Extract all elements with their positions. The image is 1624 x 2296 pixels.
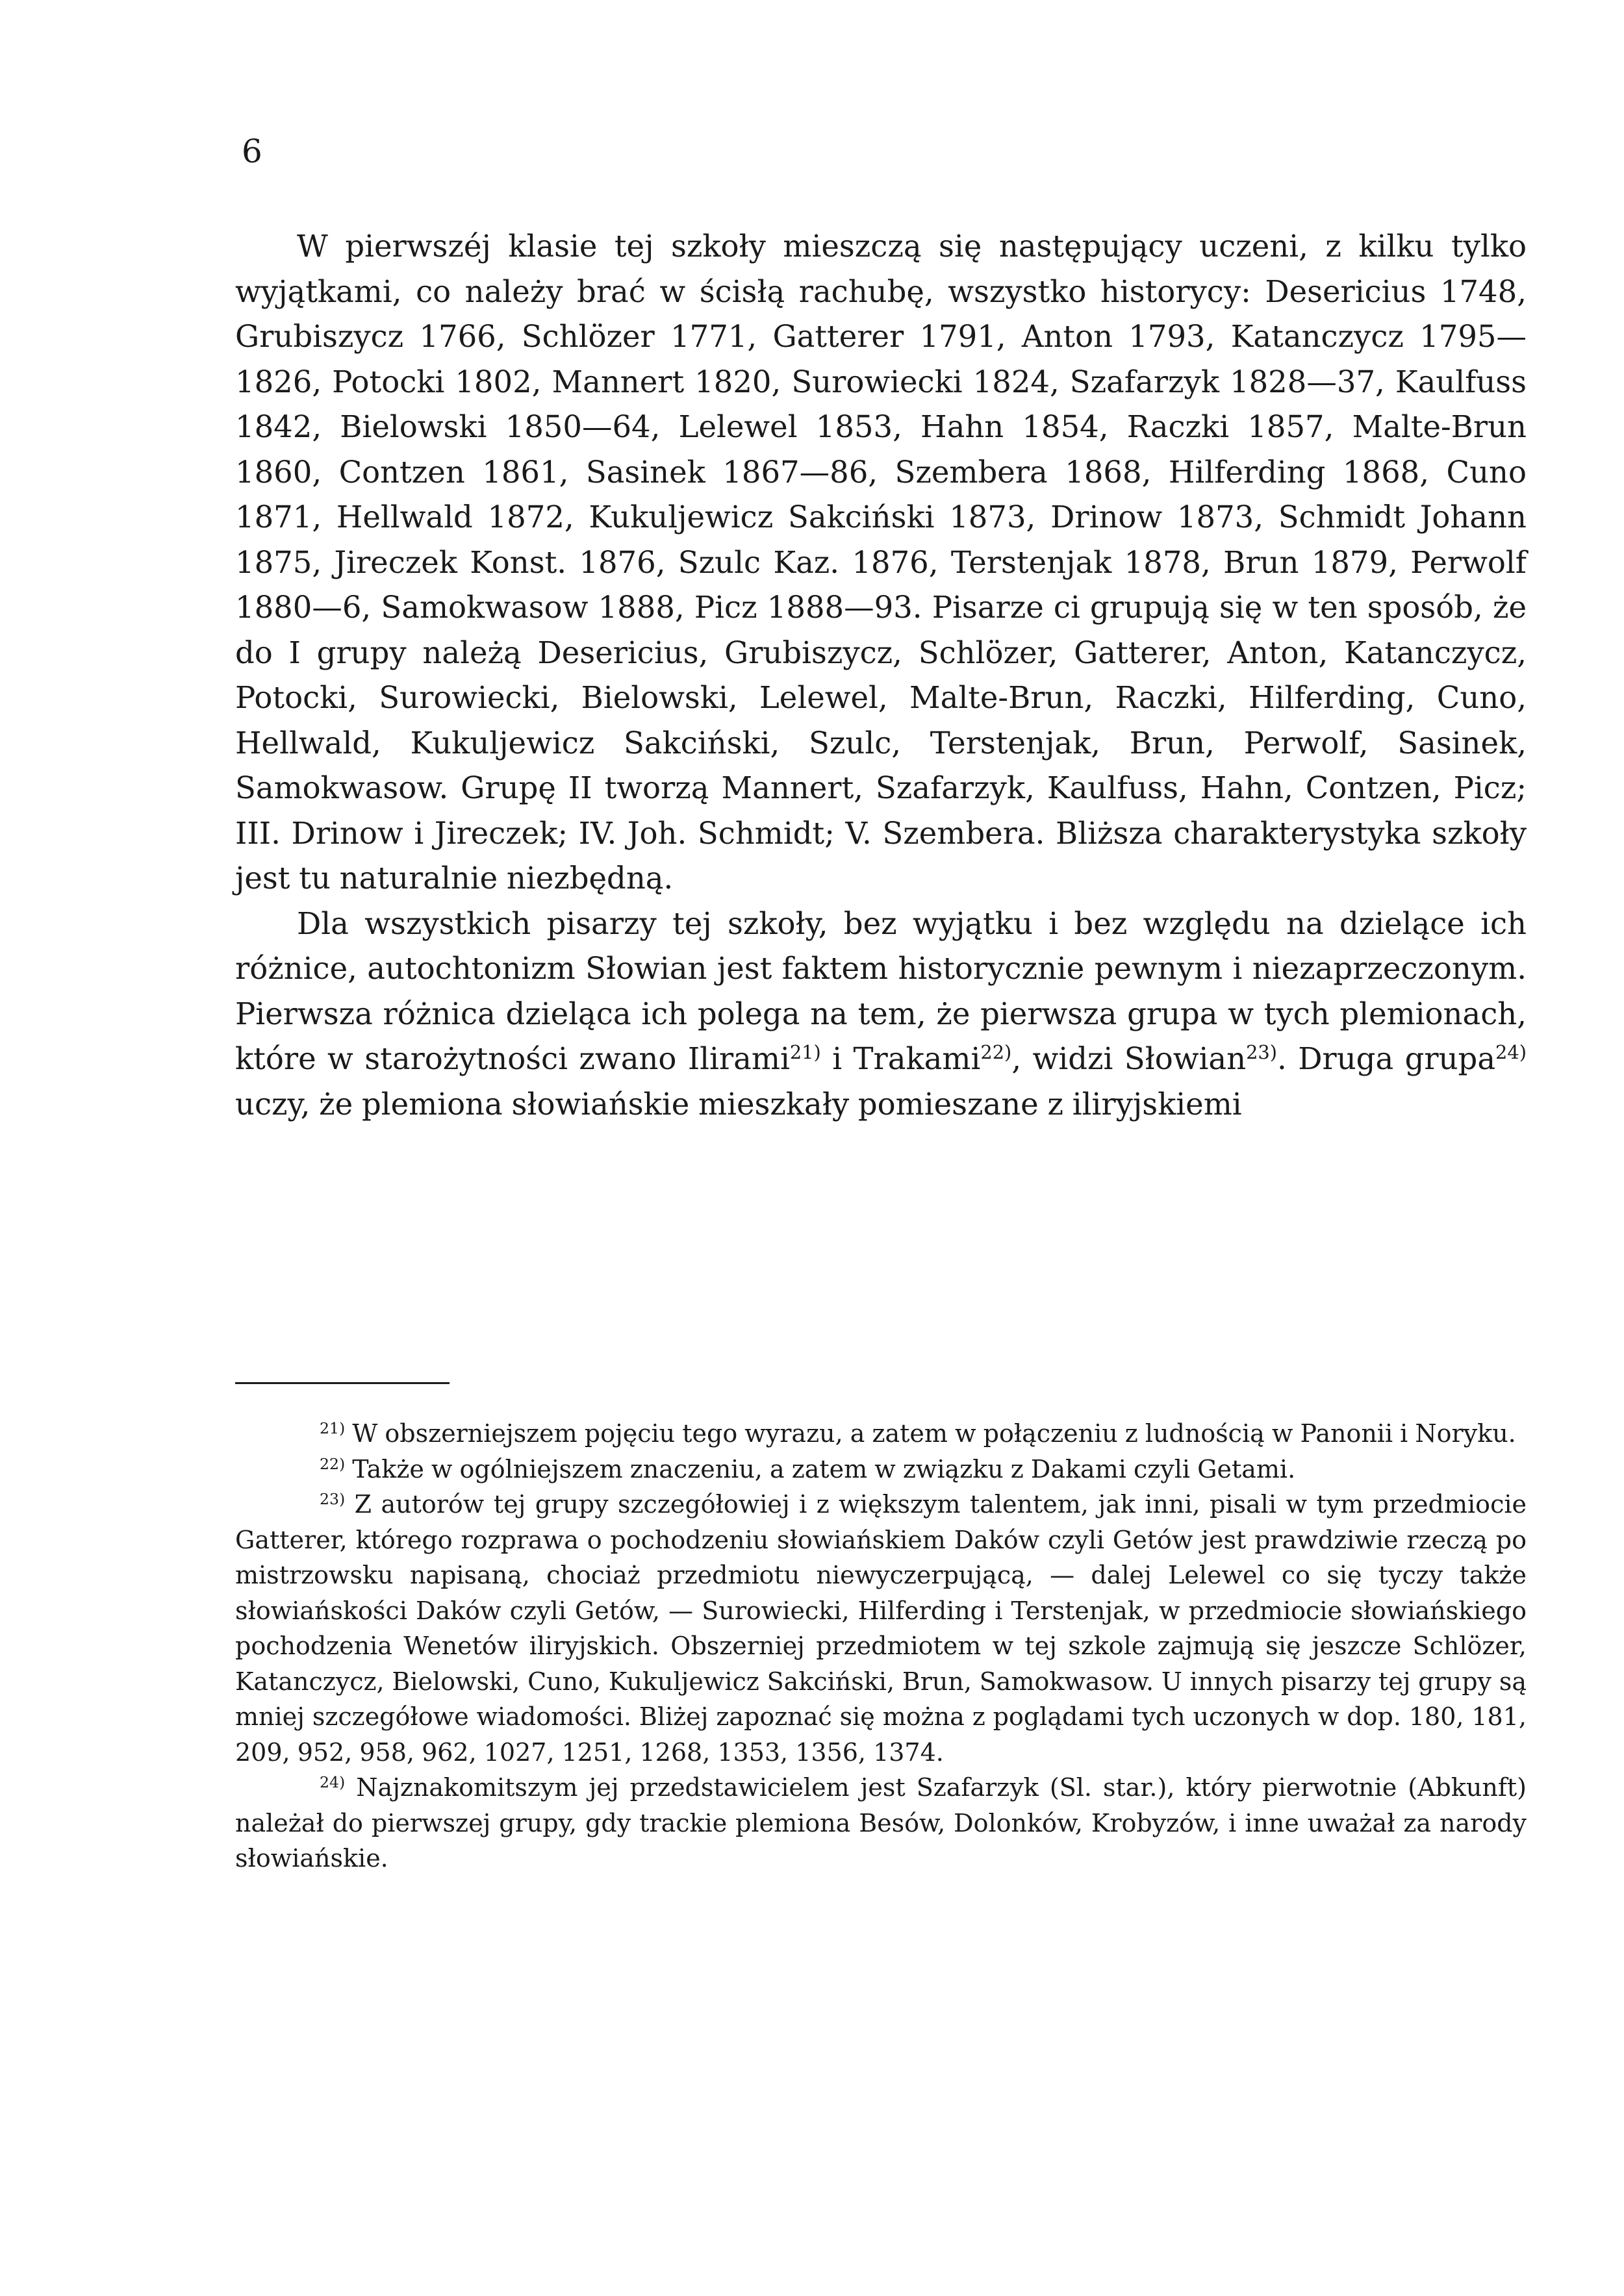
- footnote-mark: 24): [320, 1773, 346, 1792]
- footnote-reference[interactable]: 23): [1246, 1041, 1277, 1064]
- footnote-reference[interactable]: 24): [1495, 1041, 1527, 1064]
- paragraph-text: Dla wszystkich pisarzy tej szkoły, bez wyjątku i bez względu na dzielące ich różnice, autochtonizm Słowian jest faktem historycznie pewnym i niezaprzeczonym. Pierwsza różnica dzieląca ich polega na tem, że pierwsza grupa w tych plemionach, które w starożytności zwano Ilirami: [235, 905, 1527, 1076]
- body-text: [235, 224, 1527, 1127]
- footnote-mark: 22): [320, 1454, 346, 1473]
- footnote-mark: 23): [320, 1490, 346, 1509]
- paragraph-text: . Druga grupa: [1277, 1041, 1496, 1076]
- footnote-divider: [235, 1382, 450, 1384]
- footnote: [235, 1416, 1527, 1452]
- footnote: [235, 1487, 1527, 1770]
- footnote-text: Najznakomitszym jej przedstawicielem jest Szafarzyk (Sl. star.), który pierwotnie (Abkunft) należał do pierwszej grupy, gdy trackie plemiona Besów, Dolonków, Krobyzów, i inne uważał za narody słowiańskie.: [235, 1773, 1527, 1873]
- paragraph-text: , widzi Słowian: [1011, 1041, 1247, 1076]
- footnote-reference[interactable]: 21): [789, 1041, 821, 1064]
- paragraph: [235, 224, 1527, 902]
- footnote: [235, 1452, 1527, 1487]
- footnote-reference[interactable]: 22): [980, 1041, 1012, 1064]
- footnote-text: Także w ogólniejszem znaczeniu, a zatem w związku z Dakami czyli Getami.: [345, 1454, 1296, 1483]
- paragraph-text: W pierwszéj klasie tej szkoły mieszczą się następujący uczeni, z kilku tylko wyjątkami, co należy brać w ścisłą rachubę, wszystko historycy: Desericius 1748, Grubiszycz 1766, Schlözer 1771, Gatterer 1791, Anton 1793, Katanczycz 1795—1826, Potocki 1802, Mannert 1820, Surowiecki 1824, Szafarzyk 1828—37, Kaulfuss 1842, Bielowski 1850—64, Lelewel 1853, Hahn 1854, Raczki 1857, Malte-Brun 1860, Contzen 1861, Sasinek 1867—86, Szembera 1868, Hilferding 1868, Cuno 1871, Hellwald 1872, Kukuljewicz Sakciński 1873, Drinow 1873, Schmidt Johann 1875, Jireczek Konst. 1876, Szulc Kaz. 1876, Terstenjak 1878, Brun 1879, Perwolf 1880—6, Samokwasow 1888, Picz 1888—93. Pisarze ci grupują się w ten sposób, że do I grupy należą Desericius, Grubiszycz, Schlözer, Gatterer, Anton, Katanczycz, Potocki, Surowiecki, Bielowski, Lelewel, Malte-Brun, Raczki, Hilferding, Cuno, Hellwald, Kukuljewicz Sakciński, Szulc, Terstenjak, Brun, Perwolf, Sasinek, Samokwasow. Grupę II tworzą Mannert, Szafarzyk, Kaulfuss, Hahn, Contzen, Picz; III. Drinow i Jireczek; IV. Joh. Schmidt; V. Szembera. Bliższa charakterystyka szkoły jest tu naturalnie niezbędną.: [235, 229, 1527, 896]
- footnote-mark: 21): [320, 1419, 346, 1438]
- paragraph: [235, 902, 1527, 1128]
- footnotes: [235, 1416, 1527, 1876]
- paragraph-text: uczy, że plemiona słowiańskie mieszkały pomieszane z iliryjskiemi: [235, 1086, 1242, 1122]
- page-number: 6: [242, 132, 262, 170]
- footnote-text: W obszerniejszem pojęciu tego wyrazu, a zatem w połączeniu z ludnością w Panonii i Noryku.: [345, 1419, 1516, 1448]
- footnote: [235, 1770, 1527, 1876]
- paragraph-text: i Trakami: [820, 1041, 981, 1076]
- footnote-text: Z autorów tej grupy szczegółowiej i z większym talentem, jak inni, pisali w tym przedmiocie Gatterer, którego rozprawa o pochodzeniu słowiańskiem Daków czyli Getów jest prawdziwie rzeczą po mistrzowsku napisaną, chociaż przedmiotu niewyczerpującą, — dalej Lelewel co się tyczy także słowiańskości Daków czyli Getów, — Surowiecki, Hilferding i Terstenjak, w przedmiocie słowiańskiego pochodzenia Wenetów iliryjskich. Obszerniej przedmiotem w tej szkole zajmują się jeszcze Schlözer, Katanczycz, Bielowski, Cuno, Kukuljewicz Sakciński, Brun, Samokwasow. U innych pisarzy tej grupy są mniej szczegółowe wiadomości. Bliżej zapoznać się można z poglądami tych uczonych w dop. 180, 181, 209, 952, 958, 962, 1027, 1251, 1268, 1353, 1356, 1374.: [235, 1490, 1527, 1767]
